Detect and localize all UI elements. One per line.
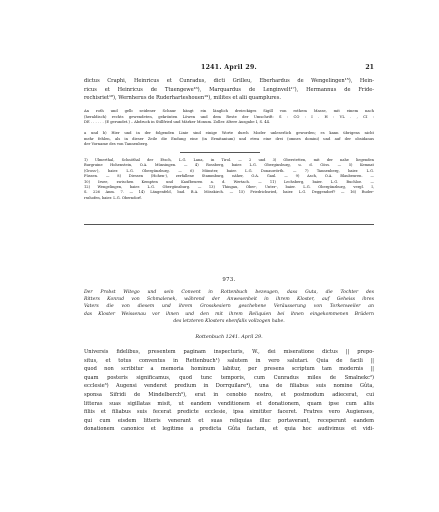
footnote-line: Burgruine Hohenstein, O.A. Münsingen. — 4) Rossberg, baier. L.G. Oberginsburg, u. d. Göss. — 5) Kemnat bbox=[84, 163, 374, 168]
footnote-line: 10) Irsee, zwischen Kempten und Kaufbeuren a. d. Wertach. — 11) Lechsberg, baier. L.G. Buchloe. — bbox=[84, 179, 374, 184]
text-line: (heraldisch) rechts gewendeten, gekrönten Löwen und dem Reste der Umschrift: S : CO : I . H : VL . , CI : bbox=[84, 114, 374, 119]
page-number: 21 bbox=[365, 64, 374, 71]
footnote-line: 1) Ulmerthal, Schnöthal der Etsch, L.G. Lana, in Tirol. — 2 und 3) Oberstetten, mit der nahe liegenden bbox=[84, 158, 374, 162]
text-line: der Vorname des von Tannenberg. bbox=[84, 142, 149, 147]
text-line: a und b) Hier und in der folgenden Linie sind einige Worte durch Moder unleserlich geworden; es kann übrigens nicht bbox=[84, 131, 374, 135]
text-line: donationem canonice et legitime a predicta Gûta factam, et quia hoc audivimus et vidi- bbox=[84, 426, 374, 433]
variant-note bbox=[84, 131, 374, 148]
text-line: ecclesie³) Augensi venderet predium in Dorrquilare⁴), una de filiabus suis nomine Gûta, bbox=[84, 383, 374, 390]
text-line: Universis fidelibus, presentem paginam inspecturis, W., dei miseratione dictus || prepo- bbox=[84, 349, 374, 355]
text-line: qui cum eisdem litteris venerant et suas reliquias illuc portaverant, receperunt eandem bbox=[84, 417, 374, 424]
document-text bbox=[84, 348, 374, 434]
footnotes bbox=[84, 158, 374, 201]
charter-closing-text bbox=[84, 77, 374, 103]
text-line: dictus Craphi, Heinricus et Cunradus, dicti Grilleu, Eberhardus de Wengelingen¹⁵), Hein- bbox=[84, 78, 374, 84]
text-line: rechisriet¹⁸), Wernherus de Ruderharteshouen¹⁹), milites et alii quamplures. bbox=[84, 95, 281, 102]
text-line: mehr fehlen, als in dieser Zeile die Endung eine (in Ermitanium) und etwa eine drei (omnes domini) und auf der obsidanus bbox=[84, 136, 374, 141]
footnote-line: 12) Wengelingen, baier. L.G. Obergünzburg. — 13) Thingau, Ober-, Unter-, baier. L.G. Obergünzburg, vergl. I, bbox=[84, 185, 374, 190]
footnote-line: rsshofen, baier. L.G. Oberndorf. bbox=[84, 195, 142, 200]
text-line: ricus et Heinricus de Ttuengewe¹⁶), Marquardus de Lenginvelt¹⁷), Hermannus de Fride- bbox=[84, 86, 374, 93]
page-header bbox=[84, 64, 374, 74]
footnote-line: (Gross-), baier. L.G. Obergünzburg. — 6) Münster, baier. L.G. Donauwörth. — 7) Tannenberg, baier. L.G. bbox=[84, 168, 374, 173]
text-line: filiis et filiabus suis fecerat predicte ecclesie, ipsa simititer faceret. Fratres vero Augienses, bbox=[84, 409, 374, 416]
regest-line: Ritters Konrad von Schmalenek, während der Anwesenheit in ihrem Kloster, auf Geheiss ihres bbox=[84, 297, 374, 303]
footnote-line: S. 226 Anm. 7. — 14) Längenfeld, bad. B.A. Mösskirch. — 15) Friedrichsried, baier. L.G. Deggendorf? — 16) Ruder- bbox=[84, 190, 374, 195]
text-line: An roth und gelb seidener Schnur hängt ein länglich dreieckiges Sigill von rothem Masse, mit einem nach bbox=[84, 109, 374, 113]
text-line: situs, et totus conventus in Rettenbuch¹) salutem in vero salutari. Quia de facili || bbox=[84, 357, 374, 364]
regest-line: Vaters die von diesem und ihrem Grosskesiern geschehene Veräusserung von Torkenweiler an bbox=[84, 304, 374, 310]
text-line: sponsa Sifridi de Mindelberch⁵), erat in cenobio nostro, et postmodum adiecerat, cui bbox=[84, 391, 374, 398]
text-line: quam posteris significamus, quod tunc temporis, cum Cunradus miles de Smalnekc²) bbox=[84, 374, 374, 381]
document-regest bbox=[84, 289, 374, 325]
text-line: DE . . . . . . (E gerundet.) – Abdruck in Stillfried und Märker Monum. Zoller. ältere Ausgabe I, S. 44. bbox=[84, 120, 271, 125]
document-dateline: Rottenbuch 1241. April 29. bbox=[195, 334, 263, 340]
running-title: 1241. April 29. bbox=[200, 64, 258, 71]
text-line: litteras suas sigillatas misit, ut eandem venditionem et donationem, quam ipse cum aliis bbox=[84, 400, 374, 407]
footnote-line: Füssen. — 8) Diessen (Hohen-), zerfallene Stammburg, näher, O.A. Gaul. — 9) Asch, O.A. Blaubeuren. — bbox=[84, 174, 374, 179]
footnote-divider bbox=[180, 152, 260, 153]
text-line: quod non scribitur a memoria hominum labitur, per presens scriptum tam modernis || bbox=[84, 366, 374, 373]
regest-line: Der Probst Witego und sein Convent in Rottenbuch bezeugen, dass Guta, die Tochter des bbox=[84, 290, 374, 295]
document-number: 973. bbox=[222, 277, 236, 283]
regest-line: des letzteren Klosters ebenfalls vollzogen habe. bbox=[173, 318, 285, 324]
regest-line: das Kloster Weissenau vor ihnen und den mit ihrem Reliquien bei ihnen eingekommenen Brüdern bbox=[84, 311, 374, 317]
section-divider bbox=[84, 224, 374, 225]
seal-note bbox=[84, 109, 374, 126]
